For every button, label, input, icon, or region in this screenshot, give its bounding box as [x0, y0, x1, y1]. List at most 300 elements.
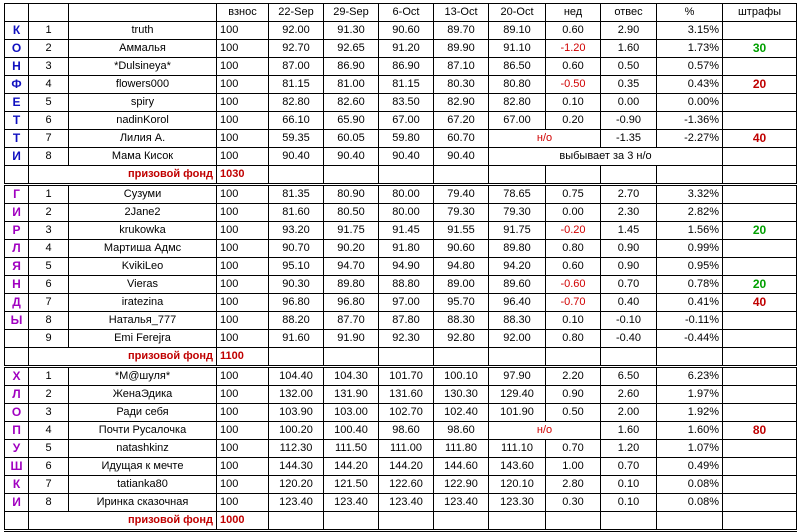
participant-name: spiry	[69, 94, 217, 112]
weekly-change-cell: 0.75	[546, 185, 601, 204]
penalty-cell: 40	[723, 130, 797, 148]
header-otves: отвес	[601, 4, 657, 22]
weight-cell: 111.00	[379, 440, 434, 458]
weight-cell: 104.40	[269, 367, 324, 386]
table-row	[5, 276, 797, 294]
weight-cell: 143.60	[489, 458, 546, 476]
weight-cell: 111.10	[489, 440, 546, 458]
weight-cell: 95.70	[434, 294, 489, 312]
weight-cell: 88.30	[434, 312, 489, 330]
weight-cell: 97.00	[379, 294, 434, 312]
weight-cell: 80.80	[489, 76, 546, 94]
weight-cell: 101.90	[489, 404, 546, 422]
weight-cell: 123.40	[434, 494, 489, 512]
empty-cell	[723, 512, 797, 531]
empty-cell	[723, 348, 797, 367]
penalty-cell: 80	[723, 422, 797, 440]
otves-cell: 2.60	[601, 386, 657, 404]
pct-cell: -0.11%	[657, 312, 723, 330]
row-number: 7	[29, 130, 69, 148]
weekly-change-cell: 0.50	[546, 404, 601, 422]
fee-cell: 100	[217, 130, 269, 148]
table-row	[5, 312, 797, 330]
weight-cell: 92.65	[324, 40, 379, 58]
pct-cell: 1.92%	[657, 404, 723, 422]
row-number: 8	[29, 494, 69, 512]
weight-cell: 67.00	[489, 112, 546, 130]
group-letter: Я	[5, 258, 29, 276]
participant-name: Vieras	[69, 276, 217, 294]
weight-cell: 101.70	[379, 367, 434, 386]
participant-name: *M@шуля*	[69, 367, 217, 386]
participant-name: KvikiLeo	[69, 258, 217, 276]
weight-cell: 91.60	[269, 330, 324, 348]
weight-cell: 92.30	[379, 330, 434, 348]
weight-cell: 91.20	[379, 40, 434, 58]
weight-cell: 81.15	[269, 76, 324, 94]
weight-cell: 82.60	[324, 94, 379, 112]
weight-cell: 91.90	[324, 330, 379, 348]
weight-cell: 81.35	[269, 185, 324, 204]
weight-cell: 103.90	[269, 404, 324, 422]
fee-cell: 100	[217, 458, 269, 476]
weekly-change-cell: 2.80	[546, 476, 601, 494]
header-date: 22-Sep	[269, 4, 324, 22]
group-letter: Е	[5, 94, 29, 112]
penalty-cell	[723, 404, 797, 422]
empty-cell	[379, 166, 434, 185]
table-row	[5, 476, 797, 494]
row-number: 3	[29, 404, 69, 422]
penalty-cell: 20	[723, 222, 797, 240]
row-number: 5	[29, 94, 69, 112]
table-row	[5, 240, 797, 258]
group-letter	[5, 348, 29, 367]
prize-fund-value: 1030	[217, 166, 269, 185]
table-row	[5, 148, 797, 166]
empty-cell	[324, 348, 379, 367]
weight-cell: 67.20	[434, 112, 489, 130]
weekly-change-cell: 2.20	[546, 367, 601, 386]
weight-cell: 90.40	[269, 148, 324, 166]
row-number: 4	[29, 240, 69, 258]
group-letter: Ы	[5, 312, 29, 330]
weight-cell: 90.60	[434, 240, 489, 258]
weight-cell: 102.70	[379, 404, 434, 422]
otves-cell: 2.00	[601, 404, 657, 422]
weight-cell: 90.20	[324, 240, 379, 258]
prize-fund-label: призовой фонд	[29, 166, 217, 185]
weight-cell: 88.30	[489, 312, 546, 330]
weight-cell: 94.80	[434, 258, 489, 276]
table-row	[5, 222, 797, 240]
penalty-cell: 40	[723, 294, 797, 312]
empty-cell	[601, 348, 657, 367]
row-number: 1	[29, 367, 69, 386]
empty-cell	[489, 512, 546, 531]
row-number: 4	[29, 76, 69, 94]
weekly-change-cell: -0.20	[546, 222, 601, 240]
participant-name: Иринка сказочная	[69, 494, 217, 512]
weight-cell: 60.70	[434, 130, 489, 148]
fee-cell: 100	[217, 294, 269, 312]
table-row	[5, 76, 797, 94]
participant-name: Мартиша Адмс	[69, 240, 217, 258]
row-number: 9	[29, 330, 69, 348]
weight-cell: 122.90	[434, 476, 489, 494]
group-letter	[5, 512, 29, 531]
weight-cell: 98.60	[434, 422, 489, 440]
fee-cell: 100	[217, 204, 269, 222]
empty-cell	[269, 512, 324, 531]
table-row	[5, 330, 797, 348]
weight-cell: 91.55	[434, 222, 489, 240]
table-row	[5, 58, 797, 76]
participant-name: Наталья_777	[69, 312, 217, 330]
weight-cell: 123.40	[324, 494, 379, 512]
group-letter: Д	[5, 294, 29, 312]
table-row	[5, 494, 797, 512]
weight-cell: 144.20	[379, 458, 434, 476]
participant-name: 2Jane2	[69, 204, 217, 222]
row-number: 2	[29, 40, 69, 58]
weight-cell: 90.40	[324, 148, 379, 166]
empty-cell	[379, 348, 434, 367]
weight-cell: 91.30	[324, 22, 379, 40]
weight-cell: 78.65	[489, 185, 546, 204]
pct-cell: 0.08%	[657, 476, 723, 494]
weight-cell: 86.50	[489, 58, 546, 76]
group-letter: П	[5, 422, 29, 440]
group-letter: К	[5, 476, 29, 494]
weight-cell: 130.30	[434, 386, 489, 404]
empty-cell	[324, 512, 379, 531]
fee-cell: 100	[217, 330, 269, 348]
row-number: 7	[29, 294, 69, 312]
table-row	[5, 294, 797, 312]
row-number: 4	[29, 422, 69, 440]
header-ned: нед	[546, 4, 601, 22]
row-number: 7	[29, 476, 69, 494]
otves-cell: 0.35	[601, 76, 657, 94]
weight-cell: 60.05	[324, 130, 379, 148]
weight-cell: 59.80	[379, 130, 434, 148]
participant-name: flowers000	[69, 76, 217, 94]
table-row	[5, 386, 797, 404]
weight-cell: 87.00	[269, 58, 324, 76]
penalty-cell	[723, 240, 797, 258]
group-letter: Г	[5, 185, 29, 204]
otves-cell: 2.70	[601, 185, 657, 204]
weight-cell: 81.60	[269, 204, 324, 222]
weekly-change-cell: -1.20	[546, 40, 601, 58]
header-row	[5, 4, 797, 22]
otves-cell: 0.90	[601, 240, 657, 258]
weight-cell: 144.60	[434, 458, 489, 476]
penalty-cell	[723, 204, 797, 222]
fee-cell: 100	[217, 312, 269, 330]
weekly-change-cell: 0.60	[546, 258, 601, 276]
participant-name: ЖенаЭдика	[69, 386, 217, 404]
weight-cell: 82.90	[434, 94, 489, 112]
participant-name: Ради себя	[69, 404, 217, 422]
empty-cell	[269, 348, 324, 367]
weight-cell: 95.10	[269, 258, 324, 276]
otves-cell: -0.40	[601, 330, 657, 348]
penalty-cell: 30	[723, 40, 797, 58]
otves-cell: 0.40	[601, 294, 657, 312]
weight-cell: 94.20	[489, 258, 546, 276]
penalty-cell	[723, 94, 797, 112]
fee-cell: 100	[217, 276, 269, 294]
weight-cell: 80.00	[379, 204, 434, 222]
weight-cell: 91.10	[489, 40, 546, 58]
weight-cell: 94.70	[324, 258, 379, 276]
group-letter: Н	[5, 276, 29, 294]
penalty-cell	[723, 386, 797, 404]
fee-cell: 100	[217, 112, 269, 130]
otves-cell: 0.70	[601, 276, 657, 294]
row-number: 1	[29, 185, 69, 204]
otves-cell: -1.35	[601, 130, 657, 148]
prize-row	[5, 166, 797, 185]
empty-cell	[434, 166, 489, 185]
otves-cell: -0.10	[601, 312, 657, 330]
no-report-cell: н/о	[489, 422, 601, 440]
fee-cell: 100	[217, 494, 269, 512]
prize-fund-value: 1000	[217, 512, 269, 531]
weight-cell: 91.75	[489, 222, 546, 240]
row-number: 3	[29, 222, 69, 240]
weight-cell: 121.50	[324, 476, 379, 494]
weight-cell: 94.90	[379, 258, 434, 276]
table-row	[5, 440, 797, 458]
weight-cell: 88.20	[269, 312, 324, 330]
empty-cell	[601, 512, 657, 531]
weight-cell: 90.40	[434, 148, 489, 166]
otves-cell: 0.10	[601, 494, 657, 512]
pct-cell: 1.73%	[657, 40, 723, 58]
otves-cell: 0.50	[601, 58, 657, 76]
group-letter: О	[5, 404, 29, 422]
otves-cell: 2.90	[601, 22, 657, 40]
weekly-change-cell: 0.00	[546, 204, 601, 222]
penalty-cell: 20	[723, 276, 797, 294]
weight-cell: 131.90	[324, 386, 379, 404]
weight-cell: 87.10	[434, 58, 489, 76]
fee-cell: 100	[217, 440, 269, 458]
fee-cell: 100	[217, 386, 269, 404]
pct-cell: 0.78%	[657, 276, 723, 294]
row-number: 5	[29, 258, 69, 276]
pct-cell: 0.43%	[657, 76, 723, 94]
weight-cell: 132.00	[269, 386, 324, 404]
empty-cell	[324, 166, 379, 185]
empty-cell	[379, 512, 434, 531]
weight-cell: 87.80	[379, 312, 434, 330]
fee-cell: 100	[217, 367, 269, 386]
weight-cell: 98.60	[379, 422, 434, 440]
penalty-cell	[723, 367, 797, 386]
pct-cell: 0.00%	[657, 94, 723, 112]
weekly-change-cell: 0.20	[546, 112, 601, 130]
weight-cell: 82.80	[269, 94, 324, 112]
prize-fund-label: призовой фонд	[29, 348, 217, 367]
weight-cell: 89.60	[489, 276, 546, 294]
empty-cell	[489, 166, 546, 185]
penalty-cell	[723, 458, 797, 476]
group-letter: Ф	[5, 76, 29, 94]
weekly-change-cell: 0.60	[546, 22, 601, 40]
weight-cell: 87.70	[324, 312, 379, 330]
weight-cell: 90.40	[379, 148, 434, 166]
participant-name: krukowka	[69, 222, 217, 240]
empty-cell	[657, 166, 723, 185]
row-number: 2	[29, 204, 69, 222]
weight-cell: 67.00	[379, 112, 434, 130]
weight-cell: 90.30	[269, 276, 324, 294]
fee-cell: 100	[217, 94, 269, 112]
pct-cell: 3.15%	[657, 22, 723, 40]
weight-cell: 81.15	[379, 76, 434, 94]
penalty-cell: 20	[723, 76, 797, 94]
weight-cell: 120.20	[269, 476, 324, 494]
weight-cell: 131.60	[379, 386, 434, 404]
group-letter: Л	[5, 240, 29, 258]
weight-cell: 111.80	[434, 440, 489, 458]
weekly-change-cell: -0.60	[546, 276, 601, 294]
group-letter: Л	[5, 386, 29, 404]
weight-cell: 100.20	[269, 422, 324, 440]
weight-cell: 66.10	[269, 112, 324, 130]
weight-cell: 89.00	[434, 276, 489, 294]
pct-cell: 1.60%	[657, 422, 723, 440]
table-row	[5, 458, 797, 476]
weight-cell: 80.30	[434, 76, 489, 94]
pct-cell: -2.27%	[657, 130, 723, 148]
group-letter: К	[5, 22, 29, 40]
otves-cell: 0.70	[601, 458, 657, 476]
empty-cell	[723, 166, 797, 185]
otves-cell: 0.00	[601, 94, 657, 112]
row-number: 3	[29, 58, 69, 76]
group-letter: И	[5, 148, 29, 166]
weekly-change-cell: 0.10	[546, 312, 601, 330]
header-date: 29-Sep	[324, 4, 379, 22]
pct-cell: 1.97%	[657, 386, 723, 404]
weight-cell: 91.45	[379, 222, 434, 240]
participant-name: Идущая к мечте	[69, 458, 217, 476]
empty-cell	[657, 348, 723, 367]
weight-cell: 88.80	[379, 276, 434, 294]
prize-fund-value: 1100	[217, 348, 269, 367]
weight-cell: 96.80	[324, 294, 379, 312]
fee-cell: 100	[217, 58, 269, 76]
weight-cell: 91.75	[324, 222, 379, 240]
weight-cell: 103.00	[324, 404, 379, 422]
weight-cell: 79.40	[434, 185, 489, 204]
weight-cell: 90.60	[379, 22, 434, 40]
weight-cell: 92.00	[489, 330, 546, 348]
weight-cell: 112.30	[269, 440, 324, 458]
fee-cell: 100	[217, 222, 269, 240]
weight-cell: 90.70	[269, 240, 324, 258]
table-row	[5, 367, 797, 386]
row-number: 8	[29, 312, 69, 330]
header-blank	[29, 4, 69, 22]
prize-fund-label: призовой фонд	[29, 512, 217, 531]
header-date: 6-Oct	[379, 4, 434, 22]
otves-cell: 6.50	[601, 367, 657, 386]
weight-cell: 79.30	[489, 204, 546, 222]
otves-cell: 0.90	[601, 258, 657, 276]
no-report-cell: н/о	[489, 130, 601, 148]
weight-cell: 89.70	[434, 22, 489, 40]
participant-name: truth	[69, 22, 217, 40]
weight-cell: 144.30	[269, 458, 324, 476]
penalty-cell	[723, 440, 797, 458]
empty-cell	[546, 512, 601, 531]
otves-cell: -0.90	[601, 112, 657, 130]
weight-cell: 86.90	[324, 58, 379, 76]
weight-cell: 102.40	[434, 404, 489, 422]
weight-cell: 120.10	[489, 476, 546, 494]
penalty-cell	[723, 330, 797, 348]
results-table	[4, 3, 797, 532]
otves-cell: 1.60	[601, 422, 657, 440]
pct-cell: -0.44%	[657, 330, 723, 348]
header-pct: %	[657, 4, 723, 22]
fee-cell: 100	[217, 22, 269, 40]
weight-cell: 89.90	[434, 40, 489, 58]
pct-cell: 1.07%	[657, 440, 723, 458]
participant-name: Аммалья	[69, 40, 217, 58]
penalty-cell	[723, 148, 797, 166]
participant-name: Почти Русалочка	[69, 422, 217, 440]
header-date: 20-Oct	[489, 4, 546, 22]
table-row	[5, 40, 797, 58]
table-row	[5, 185, 797, 204]
fee-cell: 100	[217, 422, 269, 440]
participant-name: Лилия А.	[69, 130, 217, 148]
weight-cell: 80.00	[379, 185, 434, 204]
weight-cell: 79.30	[434, 204, 489, 222]
otves-cell: 1.45	[601, 222, 657, 240]
penalty-cell	[723, 476, 797, 494]
group-letter: Т	[5, 112, 29, 130]
participant-name: tatianka80	[69, 476, 217, 494]
participant-name: Мама Кисок	[69, 148, 217, 166]
weight-cell: 104.30	[324, 367, 379, 386]
pct-cell: 3.32%	[657, 185, 723, 204]
weekly-change-cell: 1.00	[546, 458, 601, 476]
weight-cell: 83.50	[379, 94, 434, 112]
weight-cell: 82.80	[489, 94, 546, 112]
fee-cell: 100	[217, 476, 269, 494]
table-row	[5, 422, 797, 440]
fee-cell: 100	[217, 40, 269, 58]
otves-cell: 0.10	[601, 476, 657, 494]
pct-cell: 0.08%	[657, 494, 723, 512]
weight-cell: 92.80	[434, 330, 489, 348]
weight-cell: 123.40	[379, 494, 434, 512]
empty-cell	[546, 166, 601, 185]
weekly-change-cell: 0.10	[546, 94, 601, 112]
row-number: 6	[29, 276, 69, 294]
weight-cell: 111.50	[324, 440, 379, 458]
empty-cell	[546, 348, 601, 367]
penalty-cell	[723, 494, 797, 512]
